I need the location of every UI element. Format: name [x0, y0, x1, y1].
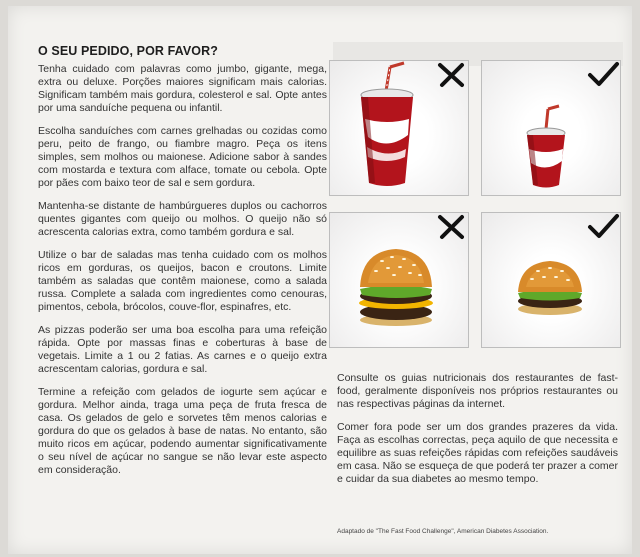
cross-mark-icon [434, 61, 468, 89]
paragraph-salads: Utilize o bar de saladas mas tenha cuidado com os molhos ricos em gorduras, os queijos, bacon e croutons. Limite também as saladas que contêm maionese, como a salada russa. Complete a salada com ingredientes como cenouras, pimentos, cebola, brócolos, couve-flor, espinafres, etc. [38, 249, 327, 313]
magazine-page [8, 6, 632, 554]
panel-single-burger [481, 212, 621, 348]
paragraph-burgers: Mantenha-se distante de hambúrgueres duplos ou cachorros quentes gigantes com queijo ou molhos. O queijo não só acrescenta calorias extra, como também gordura e sal. [38, 200, 327, 238]
page-title: O SEU PEDIDO, POR FAVOR? [38, 44, 218, 58]
check-mark-icon [586, 213, 620, 241]
paragraph-pizzas: As pizzas poderão ser uma boa escolha para uma refeição rápida. Opte por massas finas e coberturas à base de vegetais. Limite a 1 ou 2 fatias. As carnes e o queijo extra acrescentam calorias, gordura e sal. [38, 324, 327, 375]
paragraph-desserts: Termine a refeição com gelados de iogurte sem açúcar e gordura. Melhor ainda, traga uma peça de fruta fresca de casa. Os gelados de gelo e sorvetes têm menos calorias e gordura do que os gelados à base de natas. No entanto, são muito ricos em açúcar, podendo aumentar significativamente o seu nível de açúcar no sangue se não levar este aspecto em consideração. [38, 386, 327, 476]
panel-large-drink [329, 60, 469, 196]
left-column [38, 63, 327, 487]
right-column [337, 372, 618, 496]
paragraph-nutrition-guides: Consulte os guias nutricionais dos restaurantes de fast-food, geralmente disponíveis nos próprios restaurantes ou nas respectivas páginas da internet. [337, 372, 618, 410]
paragraph-portions: Tenha cuidado com palavras como jumbo, gigante, mega, extra ou deluxe. Porções maiores significam mais calorias. Significam também mais gordura, colesterol e sal. Opte antes por uma sanduíche pequena ou infantil. [38, 63, 327, 114]
cross-mark-icon [434, 213, 468, 241]
panel-double-burger [329, 212, 469, 348]
paragraph-sandwiches: Escolha sanduíches com carnes grelhadas ou cozidas como peru, peito de frango, ou fiambre magro. Peça os itens simples, sem molhos ou maionese. Adicione sabor à sandes com mostarda e textura com alface, tomate ou cebola. Opte por pães com baixo teor de sal e sem gordura. [38, 125, 327, 189]
check-mark-icon [586, 61, 620, 89]
source-credit: Adaptado de "The Fast Food Challenge", American Diabetes Association. [337, 528, 549, 535]
paragraph-eating-out: Comer fora pode ser um dos grandes prazeres da vida. Faça as escolhas correctas, peça aquilo de que necessita e equilibre as suas refeições rápidas com refeições saudáveis em casa. Não se esqueça de que poderá ter prazer a comer e cuidar da sua diabetes ao mesmo tempo. [337, 421, 618, 485]
panel-small-drink [481, 60, 621, 196]
